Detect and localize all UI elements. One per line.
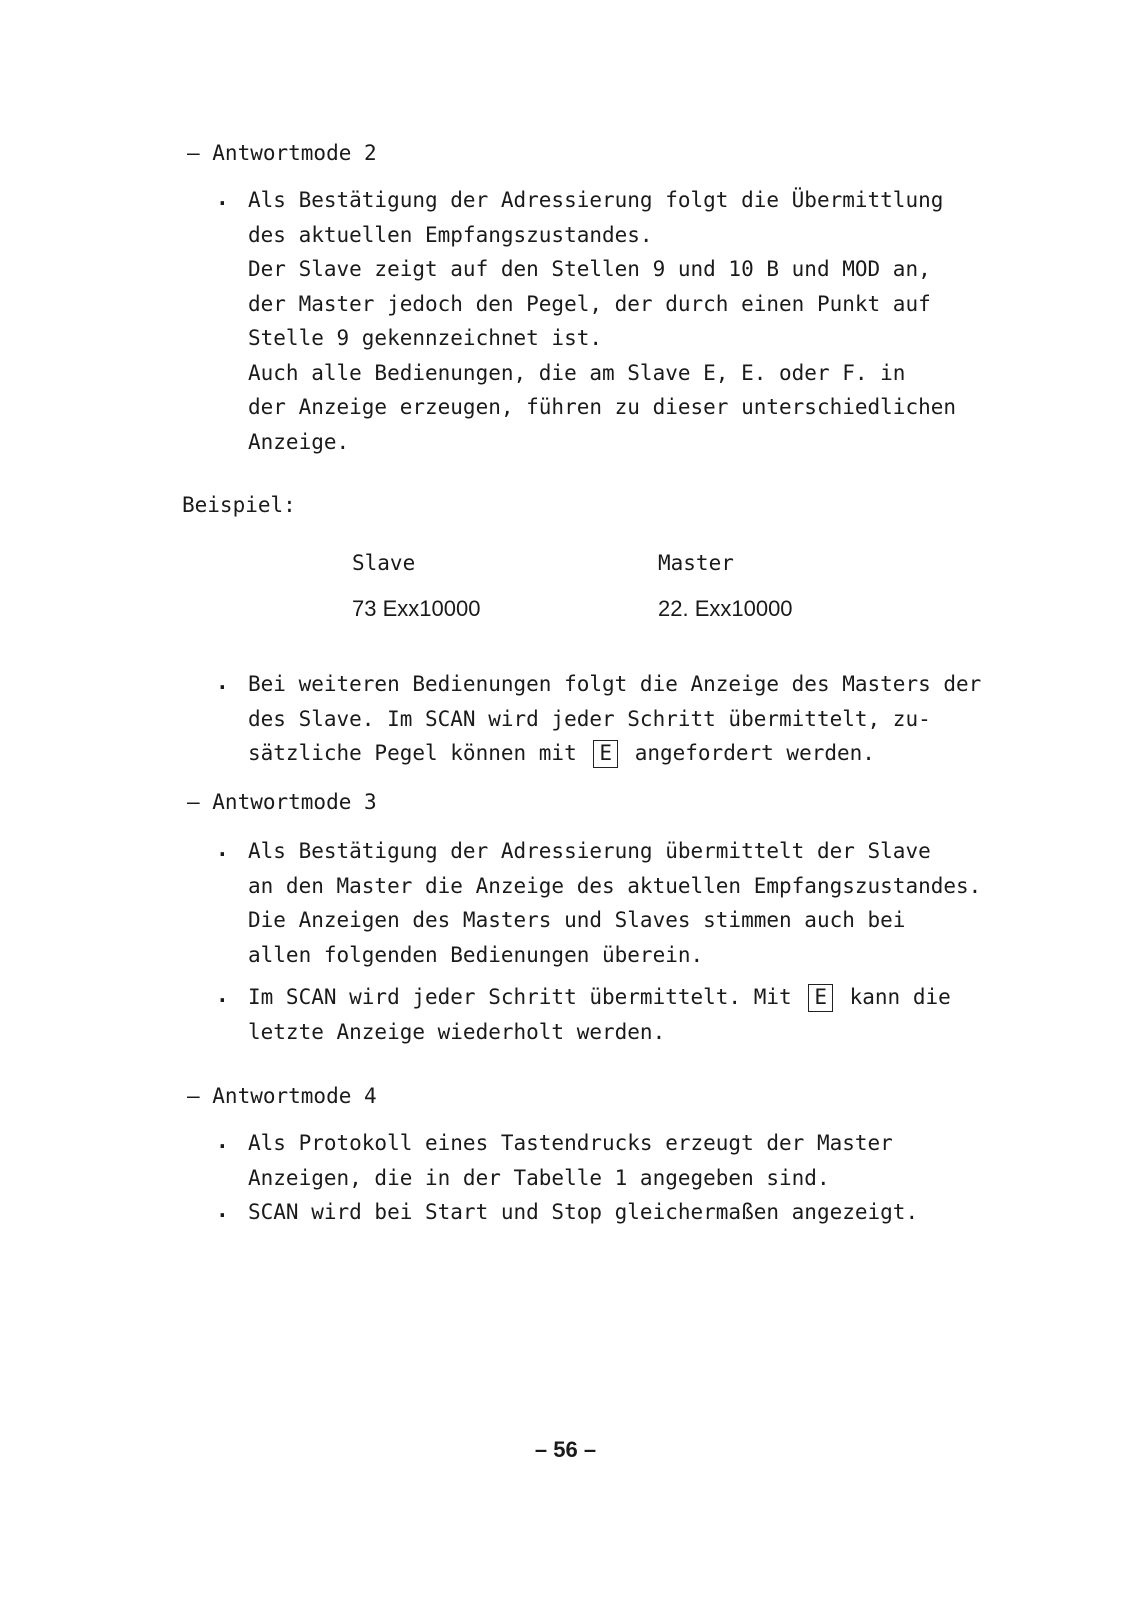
heading-antwortmode-4: – Antwortmode 4 <box>187 1084 377 1108</box>
example-master-header: Master <box>658 551 734 575</box>
bullet-marker: . <box>216 837 229 861</box>
example-slave-header: Slave <box>352 551 416 575</box>
text-fragment: Im SCAN wird jeder Schritt übermittelt. Mit <box>248 985 792 1009</box>
text-line: SCAN wird bei Start und Stop gleichermaßen angezeigt. <box>248 1200 919 1224</box>
text-line: allen folgenden Bedienungen überein. <box>248 942 704 967</box>
text-line: Auch alle Bedienungen, die am Slave E, E. oder F. in <box>248 360 906 385</box>
key-e-symbol: E <box>593 740 618 768</box>
text-line: der Master jedoch den Pegel, der durch einen Punkt auf <box>248 291 931 316</box>
text-fragment: kann die <box>849 985 951 1009</box>
example-slave-value: 73 Exx10000 <box>352 596 481 621</box>
text-line: Die Anzeigen des Masters und Slaves stimmen auch bei <box>248 908 906 932</box>
mode4-bullet2-text <box>248 1195 918 1230</box>
text-line: Als Bestätigung der Adressierung übermittelt der Slave <box>248 839 931 863</box>
mode4-bullet1-text <box>248 1126 893 1195</box>
bullet-marker: . <box>216 1198 229 1222</box>
example-master-value: 22. Exx10000 <box>658 596 793 621</box>
text-line: der Anzeige erzeugen, führen zu dieser unterschiedlichen <box>248 395 957 419</box>
page-number: – 56 – <box>534 1437 597 1462</box>
text-line: Anzeigen, die in der Tabelle 1 angegeben sind. <box>248 1165 830 1190</box>
mode3-bullet2-text <box>248 980 951 1049</box>
mode2-bullet1-text <box>248 183 956 459</box>
heading-antwortmode-3: – Antwortmode 3 <box>187 790 377 814</box>
text-line <box>248 736 981 771</box>
text-line: an den Master die Anzeige des aktuellen Empfangszustandes. <box>248 873 982 898</box>
text-line <box>248 980 951 1015</box>
key-e-symbol: E <box>808 984 833 1012</box>
mode2-bullet2-text <box>248 667 981 771</box>
bullet-marker: . <box>216 186 229 210</box>
text-line: letzte Anzeige wiederholt werden. <box>248 1019 666 1044</box>
text-line: des aktuellen Empfangszustandes. <box>248 222 653 247</box>
text-line: Stelle 9 gekennzeichnet ist. <box>248 326 603 350</box>
bullet-marker: . <box>216 983 229 1007</box>
heading-antwortmode-2: – Antwortmode 2 <box>187 141 377 165</box>
text-line: Anzeige. <box>248 429 350 454</box>
mode3-bullet1-text <box>248 834 981 972</box>
bullet-marker: . <box>216 670 229 694</box>
text-line: Als Protokoll eines Tastendrucks erzeugt der Master <box>248 1131 893 1155</box>
example-label: Beispiel: <box>182 493 296 517</box>
text-line: Bei weiteren Bedienungen folgt die Anzeige des Masters der <box>248 672 982 696</box>
text-line: des Slave. Im SCAN wird jeder Schritt übermittelt, zu- <box>248 706 931 731</box>
text-line: Der Slave zeigt auf den Stellen 9 und 10 B und MOD an, <box>248 257 931 281</box>
text-fragment: sätzliche Pegel können mit <box>248 741 577 765</box>
text-line: Als Bestätigung der Adressierung folgt die Übermittlung <box>248 188 944 212</box>
text-fragment: angefordert werden. <box>634 741 875 765</box>
bullet-marker: . <box>216 1129 229 1153</box>
